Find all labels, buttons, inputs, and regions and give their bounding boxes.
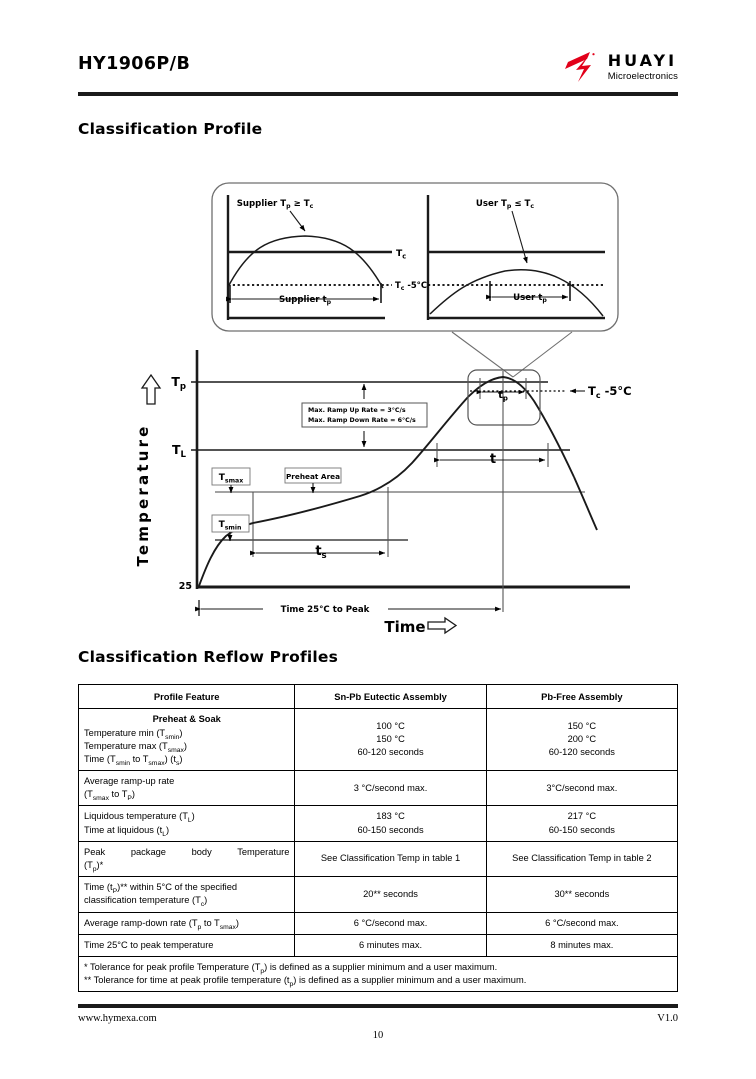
cell-profile-feature: Average ramp-up rate ($T_{smax}$ to $T_P$) — [79, 771, 295, 806]
inset-user-tp-label: User $t_p$ — [513, 293, 547, 305]
axis-label-tp: $T_p$ — [171, 374, 186, 392]
x-axis-arrow-icon — [428, 618, 456, 633]
cell-snpb-value: 20** seconds — [295, 877, 486, 912]
page-header — [78, 48, 678, 96]
tsmin-callout — [212, 515, 249, 541]
inset-tc-label: $T_c$ — [396, 248, 407, 261]
chart-label-t: t — [489, 452, 497, 467]
table-header-snpb: Sn-Pb Eutectic Assembly — [295, 685, 486, 709]
chart-label-tc-minus-5: $T_c$ -5°C — [588, 384, 632, 400]
section-heading-classification-profile: Classification Profile — [78, 120, 263, 138]
table-body — [79, 709, 678, 992]
table-row — [79, 877, 678, 912]
cell-pbfree-value: 150 °C 200 °C 60-120 seconds — [486, 709, 677, 771]
y-axis-title-group — [134, 375, 160, 567]
preheat-area-callout — [285, 468, 341, 493]
ramp-down-rate-text: Max. Ramp Down Rate = 6°C/s — [308, 417, 416, 424]
reflow-profile-diagram — [0, 175, 756, 640]
table-row — [79, 709, 678, 771]
cell-pbfree-value: 217 °C 60-150 seconds — [486, 806, 677, 841]
header-divider — [78, 92, 678, 96]
inset-user-annotation: User $T_p \le T_c$ — [475, 199, 535, 211]
cell-snpb-value: 6 minutes max. — [295, 934, 486, 956]
cell-profile-feature: Preheat & Soak Temperature $\min (T_{smin})$ Temperature $\max (T_{smax})$ Time ($T_{smin}$ to $T_{smax}$) $(t_s)$ — [79, 709, 295, 771]
footer-version: V1.0 — [657, 1013, 678, 1024]
page-title: HY1906P/B — [78, 54, 191, 74]
cell-pbfree-value: 30** seconds — [486, 877, 677, 912]
company-logo — [565, 48, 678, 86]
chart-label-tsmin: $T_{smin}$ — [218, 520, 242, 532]
table-notes-row — [79, 956, 678, 991]
logo-wordmark — [607, 50, 678, 82]
table-header-pbfree: Pb-Free Assembly — [486, 685, 677, 709]
cell-pbfree-value: See Classification Temp in table 2 — [486, 841, 677, 876]
cell-profile-feature: Time 25°C to peak temperature — [79, 934, 295, 956]
chart-label-tp-zoom: $t_p$ — [498, 390, 508, 403]
chart-label-tsmax: $T_{smax}$ — [218, 473, 244, 485]
chart-label-ts: $t_s$ — [315, 544, 327, 561]
inset-tc-minus5-label: $T_c$ -5°C — [395, 280, 427, 293]
cell-snpb-value: 6 °C/second max. — [295, 912, 486, 934]
huayi-logo-icon — [565, 52, 601, 82]
chart-label-origin-25: 25 — [178, 581, 192, 592]
footer-website-url[interactable]: www.hymexa.com — [78, 1013, 157, 1024]
y-axis-title: Temperature — [134, 423, 152, 567]
inset-supplier-tp-label: Supplier $t_p$ — [278, 295, 332, 307]
inset-supplier-annotation: Supplier $T_p \ge T_c$ — [236, 199, 314, 211]
classification-profile-figure — [0, 175, 756, 640]
section-heading-classification-reflow-profiles: Classification Reflow Profiles — [78, 648, 339, 666]
table-row — [79, 771, 678, 806]
axis-label-tl: $T_L$ — [171, 442, 186, 460]
ramp-rate-callout — [302, 384, 427, 447]
cell-pbfree-value: 6 °C/second max. — [486, 912, 677, 934]
footer-divider — [78, 1004, 678, 1008]
logo-company-name: HUAYI — [607, 50, 678, 70]
y-axis-arrow-icon — [142, 375, 160, 404]
table-row — [79, 912, 678, 934]
cell-profile-feature: Liquidous temperature $(T_L)$ Time at liquidous $(t_L)$ — [79, 806, 295, 841]
footer-page-number: 10 — [372, 1030, 384, 1041]
table-row — [79, 841, 678, 876]
x-axis-title: Time — [384, 618, 426, 636]
cell-profile-feature: Average ramp-down rate ($T_p$ to $T_{smax}$) — [79, 912, 295, 934]
logo-tagline: Microelectronics — [607, 70, 678, 82]
cell-snpb-value: 183 °C 60-150 seconds — [295, 806, 486, 841]
chart-label-preheat-area: Preheat Area — [285, 472, 341, 481]
table-row — [79, 806, 678, 841]
ramp-up-rate-text: Max. Ramp Up Rate = 3°C/s — [308, 407, 406, 414]
table-header-profile-feature: Profile Feature — [79, 685, 295, 709]
cell-profile-feature: Peak package body Temperature $(T_p)*$ — [79, 841, 295, 876]
chart-label-time-to-peak: Time 25°C to Peak — [280, 605, 370, 615]
cell-profile-feature: Time $(t_P)**$ within 5°C of the specified classification temperature $(T_c)$ — [79, 877, 295, 912]
x-axis-title-group — [384, 618, 456, 636]
cell-snpb-value: See Classification Temp in table 1 — [295, 841, 486, 876]
table-footnotes: * Tolerance for peak profile Temperature $(T_p)$ is defined as a supplier minimum and a user maximum. ** Tolerance for time at peak profile temperature $(t_p)$ is defined as a supplier minimum and a user maximum. — [79, 956, 678, 991]
cell-pbfree-value: 3°C/second max. — [486, 771, 677, 806]
classification-reflow-profiles-table — [78, 684, 678, 992]
cell-snpb-value: 3 °C/second max. — [295, 771, 486, 806]
cell-snpb-value: 100 °C 150 °C 60-120 seconds — [295, 709, 486, 771]
table-header-row — [79, 685, 678, 709]
tsmax-callout — [212, 468, 250, 493]
table-row — [79, 934, 678, 956]
inset-detail-panel — [212, 183, 618, 331]
page-footer — [78, 1013, 678, 1051]
main-reflow-chart — [171, 350, 631, 636]
cell-pbfree-value: 8 minutes max. — [486, 934, 677, 956]
